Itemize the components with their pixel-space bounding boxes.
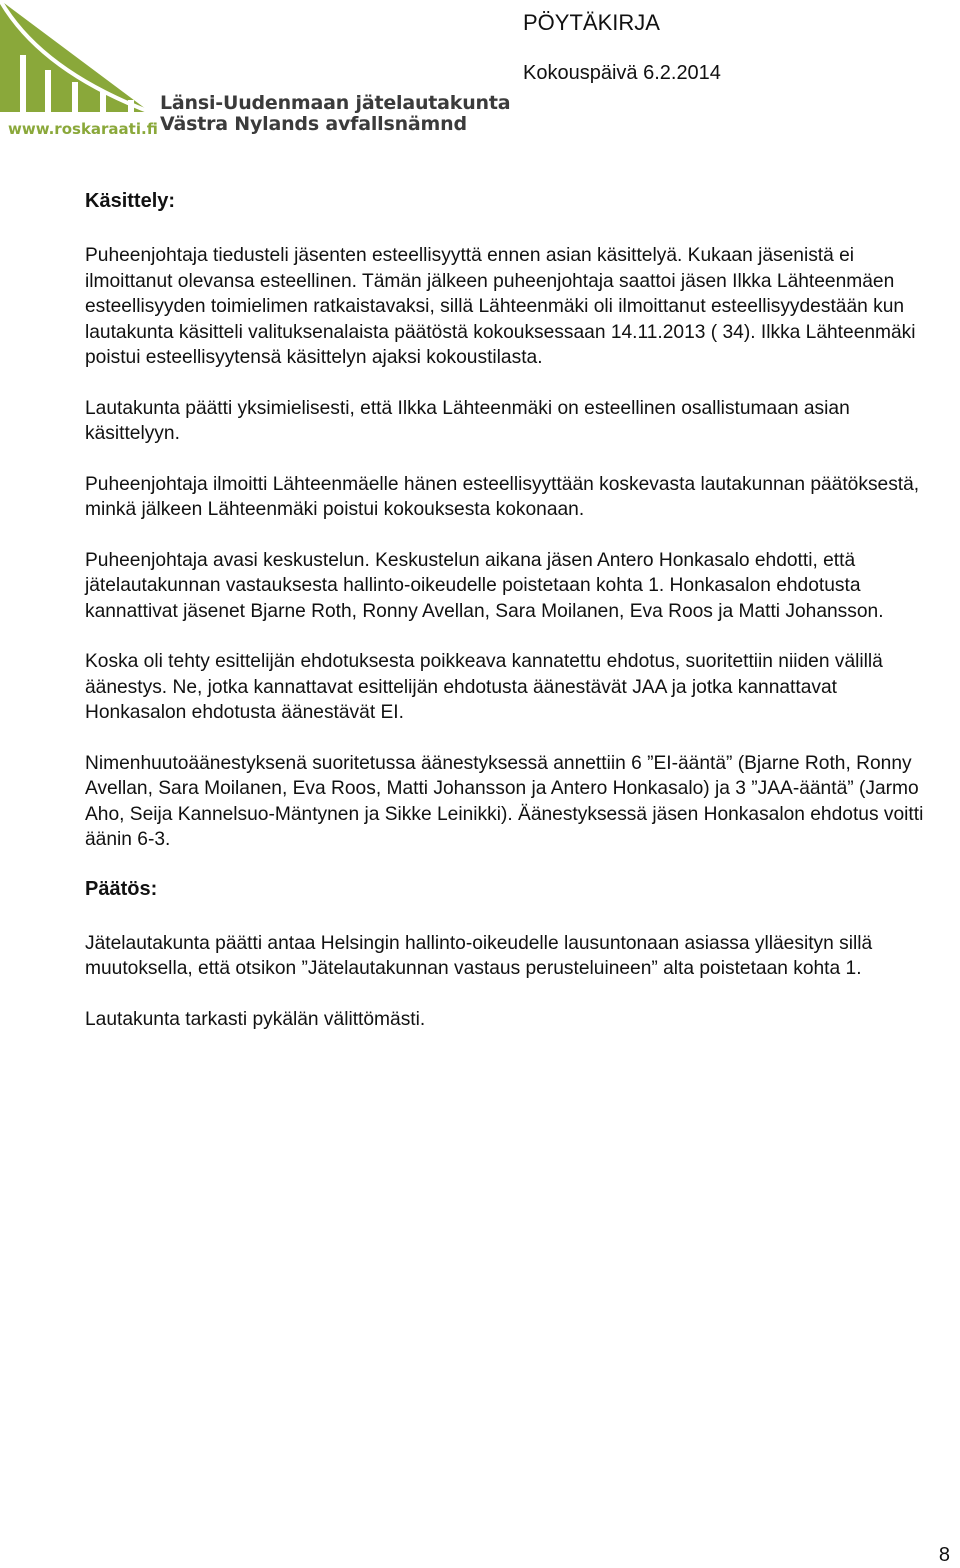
website-link[interactable]: www.roskaraati.fi: [8, 120, 158, 138]
org-name-swedish: Västra Nylands avfallsnämnd: [160, 113, 467, 135]
paatos-paragraph: Lautakunta tarkasti pykälän välittömästi.: [85, 1008, 426, 1030]
kasittely-paragraph: Lautakunta päätti yksimielisesti, että Ilkka Lähteenmäki on esteellinen osallistumaan asian käsittelyyn.: [85, 397, 850, 444]
meeting-date: Kokouspäivä 6.2.2014: [523, 62, 721, 84]
organization-logo: [0, 0, 511, 150]
logo-graphic-icon: [0, 0, 160, 120]
kasittely-paragraph: Koska oli tehty esittelijän ehdotuksesta poikkeava kannatettu ehdotus, suoritettiin niiden välillä äänestys. Ne, jotka kannattavat esittelijän ehdotusta äänestävät JAA ja jotka kannattavat Honkasalon ehdotusta äänestävät EI.: [85, 651, 883, 723]
document-type: PÖYTÄKIRJA: [523, 10, 660, 35]
kasittely-heading: Käsittely:: [85, 190, 176, 212]
paatos-heading: Päätös:: [85, 877, 158, 900]
paatos-paragraph: Jätelautakunta päätti antaa Helsingin hallinto-oikeudelle lausuntonaan asiassa ylläesityn sillä muutoksella, että otsikon ”Jätelautakunnan vastaus perusteluineen” alta poistetaan kohta 1.: [85, 932, 873, 979]
kasittely-paragraph: Puheenjohtaja avasi keskustelun. Keskustelun aikana jäsen Antero Honkasalo ehdotti, että jätelautakunnan vastauksesta hallinto-oikeudelle poistetaan kohta 1. Honkasalon ehdotusta kannattivat jäsenet Bjarne Roth, Ronny Avellan, Sara Moilanen, Eva Roos ja Matti Johansson.: [85, 549, 884, 622]
kasittely-paragraph: Puheenjohtaja ilmoitti Lähteenmäelle hänen esteellisyyttään koskevasta lautakunnan päätöksestä, minkä jälkeen Lähteenmäki poistui kokouksesta kokonaan.: [85, 473, 920, 520]
page-number: 8: [938, 1544, 950, 1566]
document-body: [85, 190, 940, 1057]
kasittely-paragraph: Nimenhuutoäänestyksenä suoritetussa äänestyksessä annettiin 6 ”EI-ääntä” (Bjarne Roth, Ronny Avellan, Sara Moilanen, Eva Roos, Matti Johansson ja Antero Honkasalo) ja 3 ”JAA-ääntä” (Jarmo Aho, Seija Kannelsuo-Mäntynen ja Sikke Leinikki). Äänestyksessä jäsen Honkasalon ehdotus voitti äänin 6-3.: [85, 752, 924, 850]
kasittely-paragraph: Puheenjohtaja tiedusteli jäsenten esteellisyyttä ennen asian käsittelyä. Kukaan jäsenistä ei ilmoittanut olevansa esteellinen. Tämän jälkeen puheenjohtaja saattoi jäsen Ilkka Lähteenmäen esteellisyyden toimielimen ratkaistavaksi, sillä Lähteenmäki oli ilmoittanut esteellisyydestään kun lautakunta käsitteli valituksenalaista päätöstä kokouksessaan 14.11.2013 ( 34). Ilkka Lähteenmäki poistui esteellisyytensä käsittelyn ajaksi kokoustilasta.: [85, 245, 916, 368]
org-name-finnish: Länsi-Uudenmaan jätelautakunta: [160, 92, 511, 114]
